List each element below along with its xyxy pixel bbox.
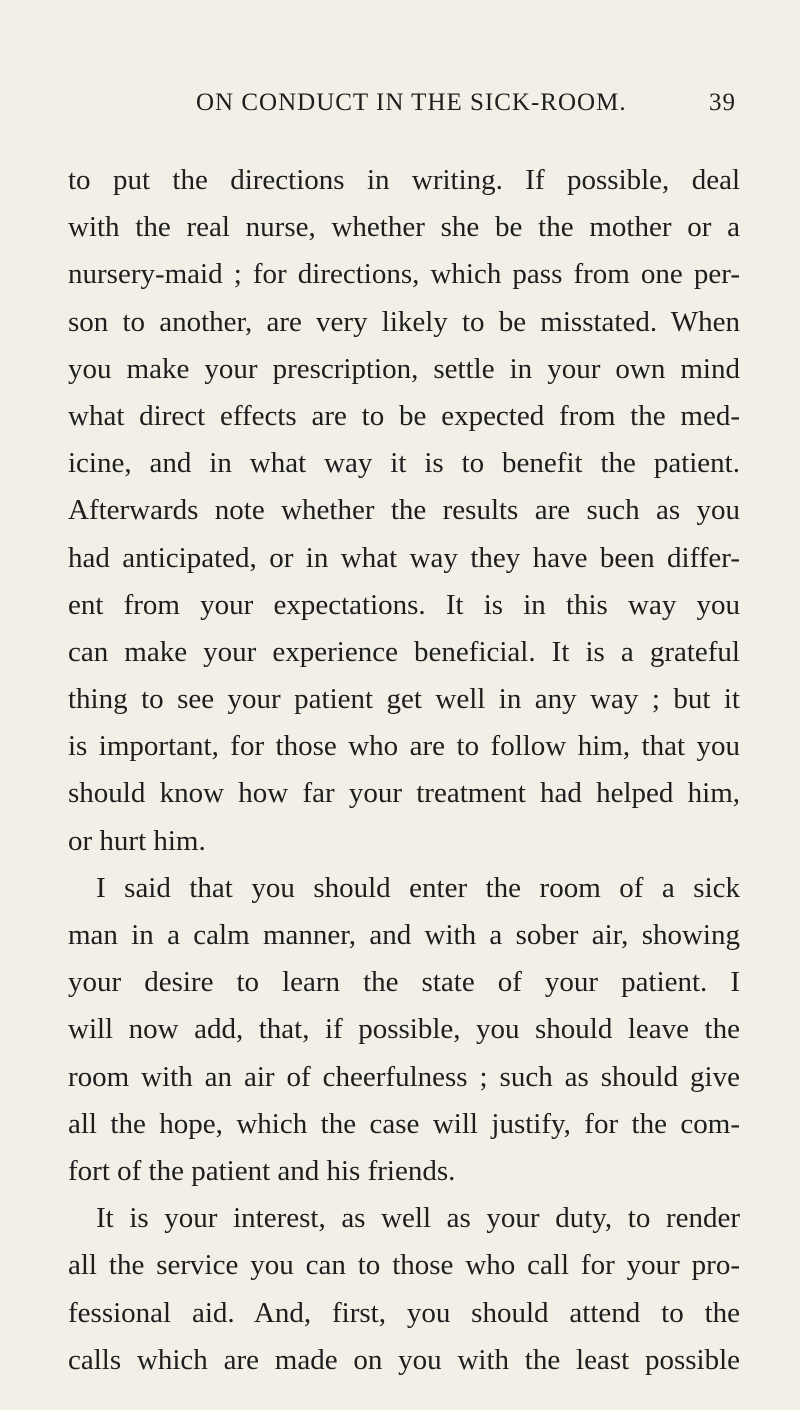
text-line: all the service you can to those who call for your pro- bbox=[68, 1249, 740, 1282]
text-line: can make your experience beneficial. It is a grateful bbox=[68, 635, 740, 668]
text-line: icine, and in what way it is to benefit the patient. bbox=[68, 447, 740, 480]
text-line: had anticipated, or in what way they have been differ- bbox=[68, 541, 740, 574]
text-line: thing to see your patient get well in any way ; but it bbox=[68, 683, 740, 716]
text-line: is important, for those who are to follow him, that you bbox=[68, 730, 740, 763]
page-number: 39 bbox=[709, 89, 736, 116]
text-line: It is your interest, as well as your duty, to render bbox=[96, 1202, 740, 1235]
text-line: with the real nurse, whether she be the mother or a bbox=[68, 211, 740, 244]
text-line: fort of the patient and his friends. bbox=[68, 1154, 456, 1187]
text-line: to put the directions in writing. If possible, deal bbox=[68, 164, 740, 196]
text-line: or hurt him. bbox=[68, 824, 206, 857]
text-line: what direct effects are to be expected from the med- bbox=[68, 399, 740, 432]
text-line: calls which are made on you with the least possible bbox=[68, 1343, 740, 1376]
text-line: you make your prescription, settle in your own mind bbox=[68, 352, 740, 385]
text-line: ent from your expectations. It is in this way you bbox=[68, 588, 740, 621]
text-line: will now add, that, if possible, you should leave the bbox=[68, 1013, 740, 1046]
text-line: your desire to learn the state of your patient. I bbox=[68, 966, 740, 999]
text-line: I said that you should enter the room of a sick bbox=[96, 871, 740, 904]
text-line: all the hope, which the case will justify, for the com- bbox=[68, 1107, 740, 1140]
text-line: should know how far your treatment had helped him, bbox=[68, 777, 740, 810]
text-line: room with an air of cheerfulness ; such as should give bbox=[68, 1060, 740, 1093]
body-text bbox=[68, 157, 740, 1384]
text-line: man in a calm manner, and with a sober air, showing bbox=[68, 919, 740, 951]
text-line: nursery-maid ; for directions, which pass from one per- bbox=[68, 258, 740, 291]
text-line: Afterwards note whether the results are such as you bbox=[68, 494, 740, 527]
text-line: fessional aid. And, first, you should attend to the bbox=[68, 1296, 740, 1329]
running-title: ON CONDUCT IN THE SICK-ROOM. bbox=[196, 89, 627, 116]
running-head bbox=[196, 89, 736, 125]
text-line: son to another, are very likely to be misstated. When bbox=[68, 305, 740, 338]
